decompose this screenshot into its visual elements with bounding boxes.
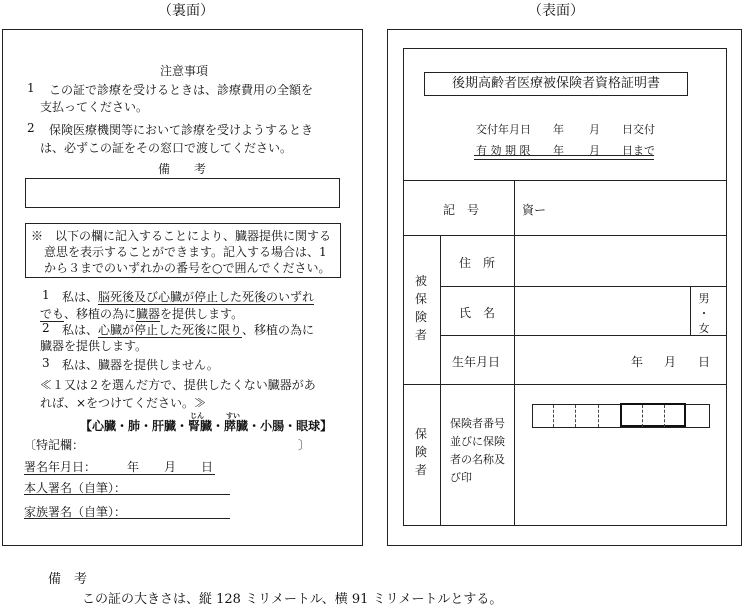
sex-selector[interactable] [697,291,711,336]
special-field-label: 〔特記欄： [24,438,85,452]
valid-month: 月 [589,144,600,157]
remarks-box [25,178,340,208]
sex-female: 女 [698,322,710,335]
organ-notice-line-1: ※ 以下の欄に記入することにより、臓器提供に関する [31,229,332,243]
sign-date-day: 日 [201,460,214,474]
sign-date-month: 月 [164,460,177,474]
note-1-line-2: 支払ってください。 [40,100,149,114]
issue-year: 年 [553,123,564,136]
organ-notice-line-3: から３までのいずれかの番号を○で囲んでください。 [44,261,331,275]
sign-date-underline [24,474,215,475]
birth-month: 月 [664,355,677,369]
organ-list: 【心臓・肺・肝臓・腎臓 じん ・膵臓 すい ・小腸・眼球】 [80,411,333,433]
address-row-bottom [440,286,727,287]
valid-period-label: 有 効 期 限 [476,144,531,157]
family-sign-label: 家族署名（自筆）： [24,505,127,519]
sex-column-divider [690,286,691,335]
issue-month: 月 [589,123,600,136]
sex-dot: ・ [698,307,710,320]
certificate-title: 後期高齢者医療被保険者資格証明書 [424,72,688,96]
footer-remarks-text: この証の大きさは、縦 128 ミリメートル、横 91 ミリメートルとする。 [82,592,503,607]
condition-line-2: れば、×をつけてください。≫ [40,396,207,410]
insurer-description: 保険者番号 並びに保険 者の名称及 び印 [450,417,505,484]
option-2-line-1: 私は、心臓が停止した死後に限り、移植の為に [62,323,315,337]
organ-notice-line-2: 意思を表示することができます。記入する場合は、1 [44,245,327,259]
option-1-condition: 脳死後及び心臓が停止した死後のいずれ [98,290,315,304]
birth-date-label: 生年月日 [452,355,501,369]
symbol-value: 資ー [522,203,547,217]
ruby-kidney: じん [190,411,205,420]
self-sign-underline [24,494,230,495]
issue-day: 日交付 [622,123,655,136]
sex-male: 男 [698,292,710,305]
issue-date-label: 交付年月日 [476,123,531,136]
insurer-number-emphasis [620,403,686,427]
value-column-divider [514,180,515,526]
digit-divider [598,405,599,427]
organ-kidney: 腎臓 じん [188,411,213,433]
note-1-number: 1 [27,81,35,95]
family-sign-underline [24,518,230,519]
address-label: 住 所 [459,256,496,270]
valid-period-double-underline [474,155,654,160]
option-2-number: 2 [42,321,50,335]
section-label-divider [440,235,441,526]
name-row-bottom [440,335,727,336]
digit-divider [553,405,554,427]
option-1-line-1: 私は、脳死後及び心臓が停止した死後のいずれ [62,290,315,304]
insured-section-bottom [403,384,727,385]
organ-pancreas: 膵臓 すい [224,411,249,433]
option-2-line-2: 臓器を提供します。 [40,339,148,353]
digit-divider [664,405,665,427]
back-side-heading: （裏面） [158,3,214,19]
valid-day: 日まで [622,144,655,157]
special-field-close: 〕 [298,438,311,452]
note-2-line-2: は、必ずこの証をその窓口で渡してください。 [40,141,293,155]
note-2-line-1: 保険医療機関等において診療を受けようするとき [49,123,314,137]
option-3-text: 私は、臓器を提供しません。 [62,358,219,372]
insured-person-label: 被保険者 [414,274,427,342]
option-1-line-2: でも、移植の為に臓器を提供します。 [40,307,244,321]
sign-date-year: 年 [127,460,140,474]
insurer-label: 保険者 [414,427,427,477]
ruby-pancreas: すい [226,411,241,420]
self-sign-label: 本人署名（自筆）： [24,481,127,495]
table-top-line [403,180,727,181]
notes-title: 注意事項 [160,64,209,78]
birth-day: 日 [698,355,711,369]
note-2-number: 2 [27,121,35,135]
front-side-heading: （表面） [528,3,584,19]
note-1-line-1: この証で診療を受けるときは、診療費用の全額を [49,83,314,97]
sign-date-label: 署名年月日： [24,460,97,474]
name-label: 氏 名 [459,306,496,320]
option-2-condition: 心臓が停止した死後に限り [98,323,243,337]
symbol-label: 記 号 [443,203,480,217]
digit-divider [575,405,576,427]
option-1-number: 1 [42,288,50,302]
valid-year: 年 [553,144,564,157]
remarks-title: 備 考 [158,162,207,176]
symbol-row-bottom [403,235,727,236]
footer-remarks-label: 備 考 [48,572,88,587]
option-3-number: 3 [42,356,50,370]
digit-divider [642,405,643,427]
birth-year: 年 [631,355,644,369]
condition-line-1: ≪１又は２を選んだ方で、提供したくない臓器があ [40,378,316,392]
